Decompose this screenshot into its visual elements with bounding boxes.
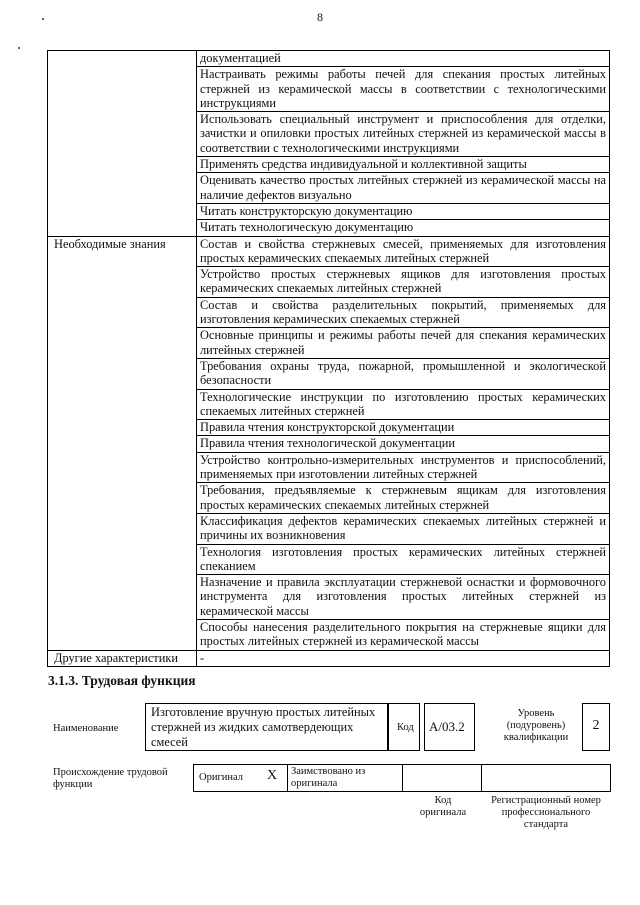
margin-mark [18, 47, 20, 49]
row-label: Необходимые знания [48, 236, 197, 650]
section-title: 3.1.3. Трудовая функция [48, 673, 196, 688]
origin-label: Происхождение трудовой функции [53, 767, 168, 790]
row-label [48, 51, 197, 237]
level-value: 2 [592, 718, 600, 733]
table-cell: Требования, предъявляемые к стержневым ящикам для изготовления простых керамических спекаемых литейных стержней [197, 483, 610, 514]
original-label: Оригинал [199, 772, 243, 783]
table-row [48, 650, 610, 666]
table-cell: Читать технологическую документацию [197, 220, 610, 236]
table-cell: Правила чтения технологической документации [197, 436, 610, 452]
table-cell: Состав и свойства стержневых смесей, применяемых для изготовления простых керамических спекаемых литейных стержней [197, 236, 610, 267]
table-cell: Классификация дефектов керамических спекаемых литейных стержней и причины их возникновения [197, 513, 610, 544]
borrowed-label: Заимствовано из оригинала [291, 766, 366, 789]
reg-caption: Регистрационный номер профессионального стандарта [491, 795, 601, 830]
original-mark: X [267, 768, 278, 783]
code-label: Код [397, 722, 414, 733]
table-cell: Способы нанесения разделительного покрытия на стержневые ящики для простых литейных стержней из керамической массы [197, 619, 610, 650]
table-cell: Читать конструкторскую документацию [197, 203, 610, 219]
table-cell: Правила чтения конструкторской документации [197, 420, 610, 436]
table-row [48, 51, 610, 67]
divider [287, 765, 288, 791]
table-cell: Использовать специальный инструмент и приспособления для отделки, зачистки и опиловки простых литейных стержней из керамической массы в соответствии с технологическими инструкциями [197, 112, 610, 157]
table-cell: Устройство контрольно-измерительных инструментов и приспособлений, применяемых при изготовлении литейных стержней [197, 452, 610, 483]
table-cell: Устройство простых стержневых ящиков для изготовления простых керамических спекаемых литейных стержней [197, 267, 610, 298]
code-value: А/03.2 [429, 719, 465, 734]
name-box [145, 703, 388, 751]
name-label: Наименование [53, 723, 119, 734]
table-cell: Основные принципы и режимы работы печей для спекания керамических литейных стержней [197, 328, 610, 359]
table-cell: документацией [197, 51, 610, 67]
table-cell: Оценивать качество простых литейных стержней из керамической массы на наличие дефектов визуально [197, 173, 610, 204]
level-label: Уровень (подуровень) квалификации [503, 708, 569, 743]
margin-mark [42, 18, 44, 20]
row-label: Другие характеристики [48, 650, 197, 666]
table-cell: Назначение и правила эксплуатации стержневой оснастки и формовочного инструмента для изготовления простых литейных стержней из керамической массы [197, 575, 610, 620]
divider [402, 765, 403, 791]
table-cell: Технология изготовления простых керамических литейных стержней спеканием [197, 544, 610, 575]
origin-table [193, 764, 611, 792]
table-cell: Состав и свойства разделительных покрытий, применяемых для изготовления керамических спекаемых стержней [197, 297, 610, 328]
table-cell: Требования охраны труда, пожарной, промышленной и экологической безопасности [197, 358, 610, 389]
code-caption: Код оригинала [419, 795, 467, 818]
table-cell: - [197, 650, 610, 666]
table-cell: Применять средства индивидуальной и коллективной защиты [197, 157, 610, 173]
competency-table [47, 50, 610, 667]
divider [481, 765, 482, 791]
table-cell: Настраивать режимы работы печей для спекания простых литейных стержней из керамической массы в соответствии с технологическими инструкциями [197, 67, 610, 112]
page-number: 8 [317, 10, 323, 24]
table-cell: Технологические инструкции по изготовлению простых керамических спекаемых литейных стержней [197, 389, 610, 420]
function-name: Изготовление вручную простых литейных стержней из жидких самотвердеющих смесей [151, 705, 376, 749]
table-row [48, 236, 610, 267]
